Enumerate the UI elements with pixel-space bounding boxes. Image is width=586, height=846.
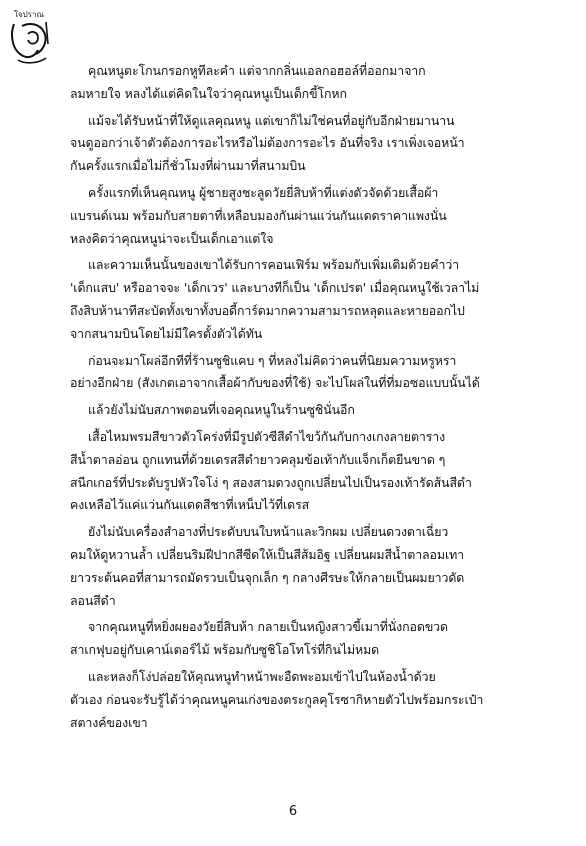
text-line: สตางค์ของเขา [70, 714, 148, 730]
text-line: ถึงสิบห้านาทีสะบัดทั้งเขาทั้งบอดี้การ์ดมากความสามารถหลุดและหายออกไป [70, 302, 465, 318]
text-line: แบรนด์เนม พร้อมกับสายตาที่เหลือบมองกันผ่านแว่นกันแดดราคาแพงนั่น [70, 207, 447, 223]
paragraph [70, 616, 526, 662]
paragraph [70, 666, 526, 734]
text-line: 'เด็กแสบ' หรืออาจจะ 'เด็กเวร' และบางทีก็เป็น 'เด็กเปรต' เมื่อคุณหนูใช้เวลาไม่ [70, 280, 480, 296]
paragraph [70, 110, 526, 178]
text-line: สนีกเกอร์ที่ประดับรูปหัวใจโง่ ๆ สองสามดวงถูกเปลี่ยนไปเป็นรองเท้ารัดส้นสีดำ [70, 474, 472, 490]
text-line: คงเหลือไว้แค่แว่นกันแดดสีชาที่เหน็บไว้ที่เดรส [70, 497, 310, 513]
text-line: หลงคิดว่าคุณหนูน่าจะเป็นเด็กเอาแต่ใจ [70, 230, 274, 246]
text-line: และหลงก็โง่ปล่อยให้คุณหนูทำหน้าพะอืดพะอมเข้าไปในห้องน้ำด้วย [88, 668, 436, 684]
publisher-logo [8, 4, 54, 66]
text-line: ยังไม่นับเครื่องสำอางที่ประดับบนใบหน้าและวิกผม เปลี่ยนดวงตาเฉี่ยว [88, 524, 449, 540]
text-line: จากสนามบินโดยไม่มีใครตั้งตัวได้ทัน [70, 325, 263, 341]
text-line: ลมหายใจ หลงได้แต่คิดในใจว่าคุณหนูเป็นเด็กขี้โกหก [70, 85, 347, 101]
logo-top-text: ใจปราณ [14, 10, 44, 19]
text-line: แม้จะได้รับหน้าที่ให้ดูแลคุณหนู แต่เขาก็ไม่ใช่คนที่อยู่กับอีกฝ่ายมานาน [88, 112, 455, 128]
text-line: จากคุณหนูที่หยิ่งผยองวัยยี่สิบห้า กลายเป็นหญิงสาวขี้เมาที่นั่งกอดขวด [88, 619, 448, 635]
text-line: อย่างอีกฝ่าย (สังเกตเอาจากเสื้อผ้ากับของที่ใช้) จะไปโผล่ในที่ที่มอซอแบบนั้นได้ [70, 375, 480, 391]
text-line: ตัวเอง ก่อนจะรับรู้ได้ว่าคุณหนูคนเก่งของตระกูลคุโรซากิหายตัวไปพร้อมกระเป๋า [70, 691, 484, 707]
text-line: แล้วยังไม่นับสภาพตอนที่เจอคุณหนูในร้านซูชินั่นอีก [88, 402, 355, 418]
text-line: กันครั้งแรกเมื่อไม่กี่ชั่วโมงที่ผ่านมาที่สนามบิน [70, 158, 306, 174]
paragraph [70, 399, 526, 422]
paragraph [70, 521, 526, 612]
text-line: ครั้งแรกที่เห็นคุณหนู ผู้ชายสูงชะลูดวัยยี่สิบห้าที่แต่งตัวจัดด้วยเสื้อผ้า [88, 184, 439, 200]
paragraph [70, 254, 526, 345]
page-body [70, 60, 526, 738]
text-line: ลอนสีดำ [70, 592, 116, 608]
text-line: สาเกฟุบอยู่กับเคาน์เตอร์ไม้ พร้อมกับซูชิโอโทโร่ที่กินไม่หมด [70, 642, 380, 658]
page-number: 6 [288, 804, 298, 819]
paragraph [70, 60, 526, 106]
text-line: เสื้อไหมพรมสีขาวตัวโคร่งที่มีรูปตัวซีสีดำไขว้กันกับกางเกงลายตาราง [88, 428, 446, 444]
paragraph [70, 182, 526, 250]
text-line: คุณหนูตะโกนกรอกหูทีละคำ แต่จากกลิ่นแอลกอฮอล์ที่ออกมาจาก [88, 63, 426, 78]
paragraph [70, 426, 526, 517]
text-line: จนดูออกว่าเจ้าตัวต้องการอะไรหรือไม่ต้องการอะไร อันที่จริง เราเพิ่งเจอหน้า [70, 135, 465, 151]
text-line: สีน้ำตาลอ่อน ถูกแทนที่ด้วยเดรสสีดำยาวคลุมข้อเท้ากับแจ็กเก็ตยีนขาด ๆ [70, 451, 446, 467]
text-line: ยาวระต้นคอที่สามารถมัดรวบเป็นจุกเล็ก ๆ กลางศีรษะให้กลายเป็นผมยาวดัด [70, 569, 465, 585]
text-line: ก่อนจะมาโผล่อีกทีที่ร้านซูชิแคบ ๆ ที่หลงไม่คิดว่าคนที่นิยมความหรูหรา [88, 352, 457, 368]
text-line: คมให้ดูหวานล้ำ เปลี่ยนริมฝีปากสีซีดให้เป็นสีส้มอิฐ เปลี่ยนผมสีน้ำตาลอมเทา [70, 546, 465, 562]
text-line: และความเห็นนั้นของเขาได้รับการคอนเฟิร์ม พร้อมกับเพิ่มเติมด้วยคำว่า [88, 257, 460, 273]
paragraph [70, 350, 526, 396]
